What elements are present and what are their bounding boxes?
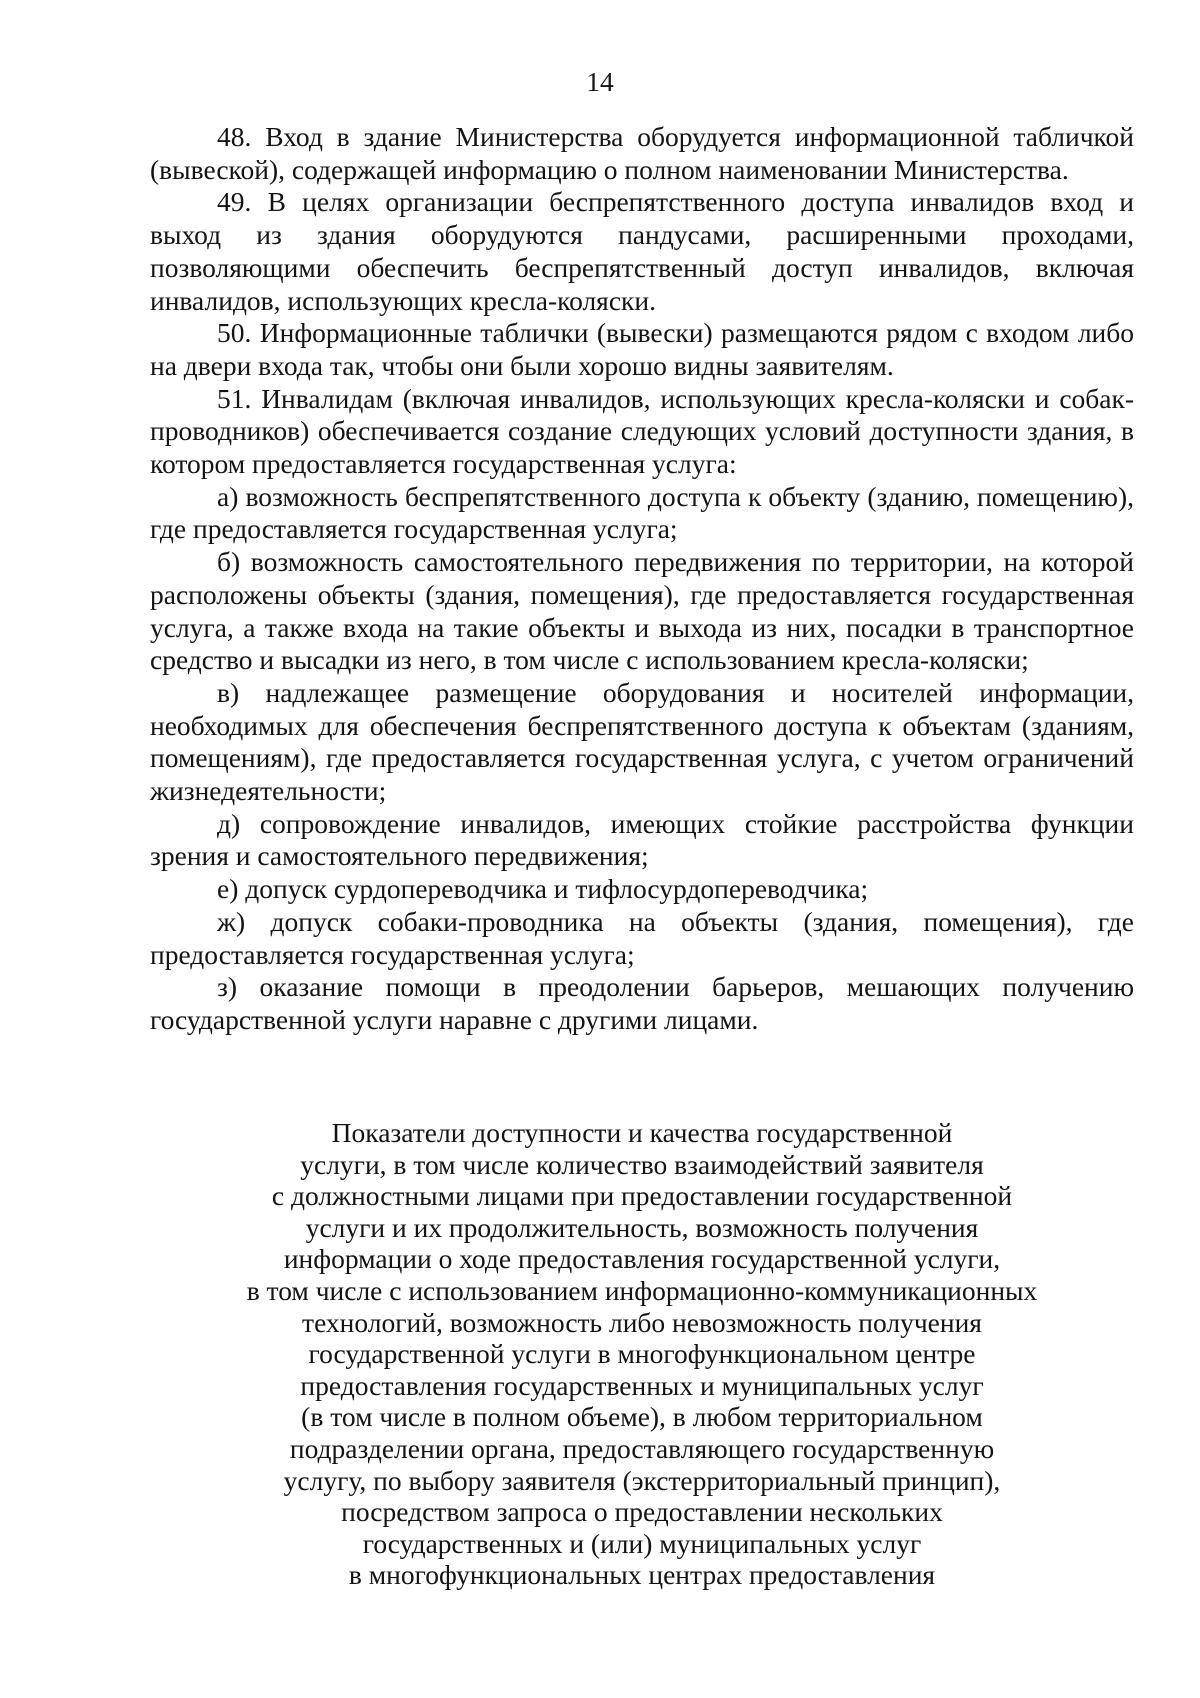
heading-line: Показатели доступности и качества государственной bbox=[331, 1117, 953, 1148]
heading-line: предоставления государственных и муниципальных услуг bbox=[300, 1369, 984, 1401]
heading-line: услуги и их продолжительность, возможность получения bbox=[305, 1211, 979, 1243]
list-item-v: в) надлежащее размещение оборудования и носителей информации, необходимых для обеспечения беспрепятственного доступа к объектам (зданиям, помещениям), где предоставляется государственная услуга, с учетом ограничений жизнедеятельности; bbox=[150, 676, 1134, 807]
page-number: 14 bbox=[586, 66, 614, 97]
list-item-a: а) возможность беспрепятственного доступа к объекту (зданию, помещению), где предоставляется государственная услуга; bbox=[150, 480, 1134, 545]
heading-line: в том числе с использованием информационно-коммуникационных bbox=[246, 1274, 1038, 1306]
heading-line: подразделении органа, предоставляющего государственную bbox=[289, 1432, 995, 1464]
paragraph-49: 49. В целях организации беспрепятственного доступа инвалидов вход и выход из здания оборудуются пандусами, расширенными проходами, позволяющими обеспечить беспрепятственный доступ инвалидов, включая инвалидов, использующих кресла-коляски. bbox=[150, 186, 1134, 316]
heading-line: услугу, по выбору заявителя (экстерриториальный принцип), bbox=[283, 1464, 1001, 1496]
heading-line: услуги, в том числе количество взаимодействий заявителя bbox=[300, 1148, 984, 1180]
heading-line: информации о ходе предоставления государственной услуги, bbox=[283, 1243, 1001, 1275]
heading-line: государственных и (или) муниципальных услуг bbox=[362, 1527, 922, 1559]
list-item-zh: ж) допуск собаки-проводника на объекты (здания, помещения), где предоставляется государственная услуга; bbox=[150, 905, 1134, 970]
heading-line: (в том числе в полном объеме), в любом территориальном bbox=[301, 1401, 983, 1433]
heading-line: технологий, возможность либо невозможность получения bbox=[302, 1306, 982, 1338]
heading-line: с должностными лицами при предоставлении государственной bbox=[271, 1180, 1013, 1212]
list-item-z: з) оказание помощи в преодолении барьеров, мешающих получению государственной услуги наравне с другими лицами. bbox=[150, 971, 1134, 1035]
list-item-e: е) допуск сурдопереводчика и тифлосурдопереводчика; bbox=[217, 873, 869, 905]
heading-line: государственной услуги в многофункциональном центре bbox=[308, 1338, 976, 1370]
heading-line: посредством запроса о предоставлении нескольких bbox=[341, 1496, 943, 1528]
list-item-d: д) сопровождение инвалидов, имеющих стойкие расстройства функции зрения и самостоятельного передвижения; bbox=[150, 807, 1134, 872]
paragraph-51: 51. Инвалидам (включая инвалидов, использующих кресла-коляски и собак-проводников) обеспечивается создание следующих условий доступности здания, в котором предоставляется государственная услуга: bbox=[150, 382, 1134, 480]
list-item-b: б) возможность самостоятельного передвижения по территории, на которой расположены объекты (здания, помещения), где предоставляется государственная услуга, а также входа на такие объекты и выхода из них, посадки в транспортное средство и высадки из него, в том числе с использованием кресла-коляски; bbox=[150, 546, 1134, 676]
paragraph-50: 50. Информационные таблички (вывески) размещаются рядом с входом либо на двери входа так, чтобы они были хорошо видны заявителям. bbox=[150, 317, 1134, 381]
body-text bbox=[150, 121, 1134, 1037]
section-heading bbox=[150, 1117, 1134, 1591]
paragraph-48: 48. Вход в здание Министерства оборудуется информационной табличкой (вывеской), содержащей информацию о полном наименовании Министерства. bbox=[150, 121, 1134, 185]
heading-line: в многофункциональных центрах предоставления bbox=[348, 1559, 936, 1591]
